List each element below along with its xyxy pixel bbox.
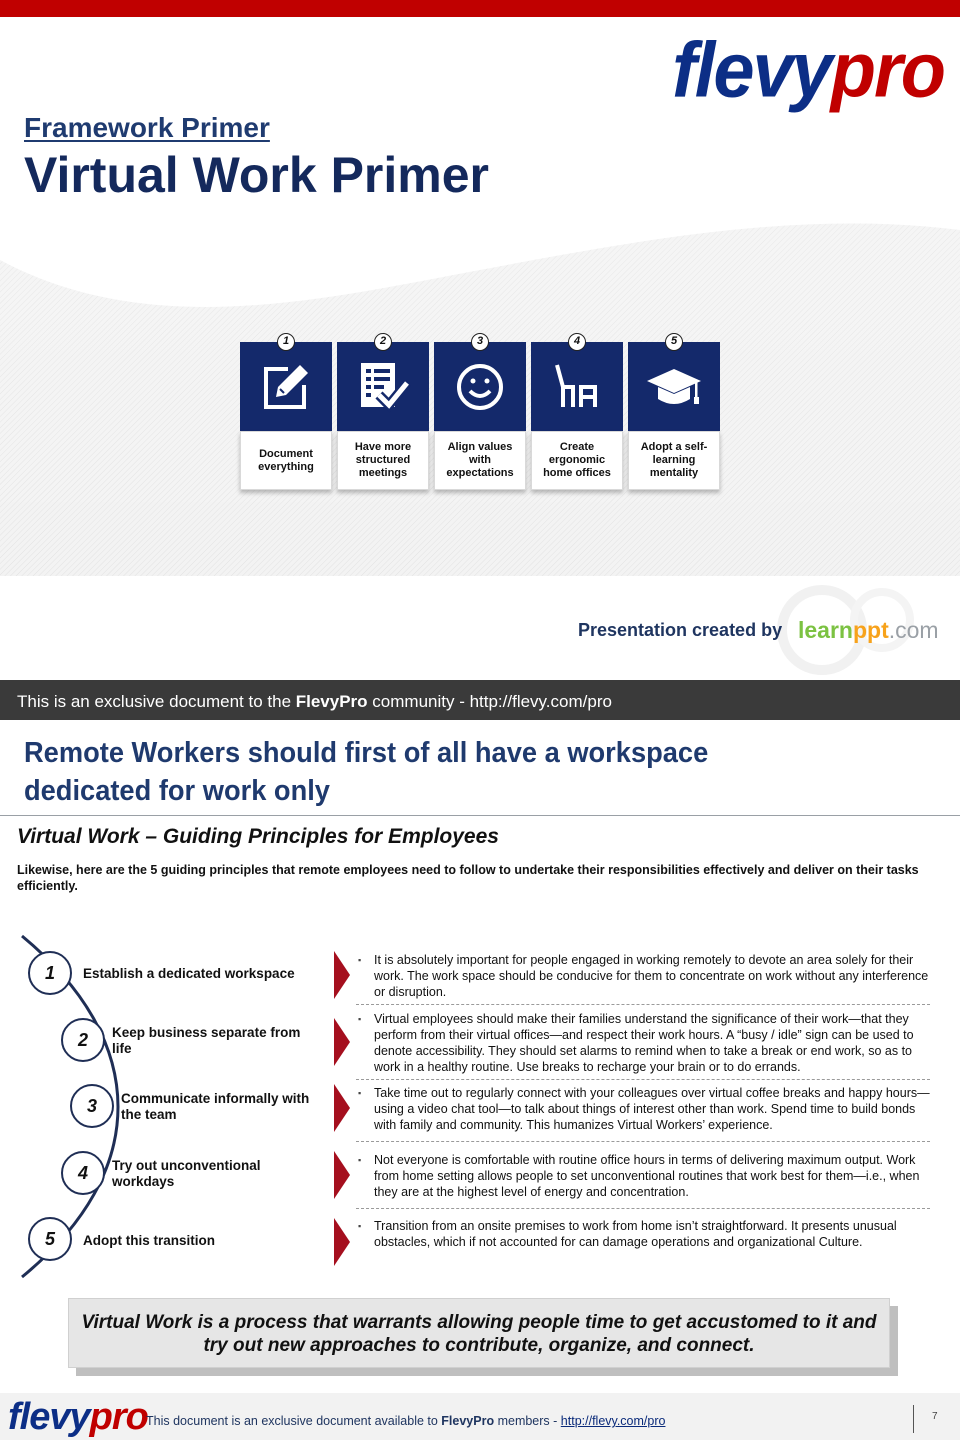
content-slide (0, 720, 960, 1440)
step-label-2: Keep business separate from life (112, 1025, 301, 1056)
exclusive-prefix: This is an exclusive document to the (17, 692, 296, 711)
description-text: It is absolutely important for people engaged in working remotely to devote an area solely for their work. The work space should be conducive for them to concentrate on work without any interference or disruption. (374, 953, 929, 999)
principles-timeline (0, 932, 340, 1282)
step-number-1: 1 (28, 951, 72, 995)
description-text: Not everyone is comfortable with routine office hours in terms of delivering maximum output. Work from home setting allows people to set unconventional routines that work best for them—i.e., when they are at the highest level of energy and concentration. (374, 1153, 920, 1199)
page-number: 7 (932, 1411, 938, 1422)
step-number-2: 2 (61, 1018, 105, 1062)
divider (356, 1004, 930, 1005)
card-3 (434, 333, 526, 493)
smiley-icon (434, 342, 526, 431)
footer-logo-flevy: flevy (8, 1396, 90, 1438)
arrow-marker-1 (334, 951, 352, 999)
callout-box: Virtual Work is a process that warrants allowing people time to get accustomed to it and try out new approaches to contribute, organize, and connect. (68, 1298, 890, 1368)
footer-link[interactable]: http://flevy.com/pro (560, 1414, 666, 1428)
learnppt-com: .com (888, 617, 939, 643)
learnppt-ppt: ppt (852, 617, 889, 643)
flevypro-logo (672, 25, 944, 114)
exclusive-suffix: community - http://flevy.com/pro (367, 692, 612, 711)
description-text: Take time out to regularly connect with your colleagues over virtual coffee breaks and happy hours—using a video chat tool—to talk about things of interest other than work. Spend time to build bonds with family and community. This humanizes Virtual Workers’ experience. (374, 1086, 930, 1132)
description-text: Virtual employees should make their families understand the significance of their work—that they perform from their virtual offices—and respect their work hours. A “busy / idle” sign can be used to denote accessibility. They should set alarms to remind when to take a break or end work, so as to work in a healthy routine. Use breaks to recharge your brain or to do errands. (374, 1012, 914, 1074)
footer-brand: FlevyPro (441, 1414, 495, 1428)
arrow-marker-3 (334, 1084, 352, 1132)
principle-cards (240, 333, 722, 493)
description-5 (356, 1218, 930, 1250)
card-number: 5 (665, 333, 683, 351)
chair-desk-icon (531, 342, 623, 431)
card-5 (628, 333, 720, 493)
checklist-icon (337, 342, 429, 431)
divider (356, 1208, 930, 1209)
learnppt-logo (798, 617, 939, 644)
card-4 (531, 333, 623, 493)
cover-title: Virtual Work Primer (24, 147, 489, 203)
footer-logo-pro: pro (89, 1396, 148, 1438)
footer-divider (913, 1405, 914, 1433)
card-label: Document everything (240, 431, 332, 490)
bullet-marker: ▪ (358, 1014, 362, 1024)
graduation-cap-icon (628, 342, 720, 431)
step-label-4: Try out unconventional workdays (112, 1158, 261, 1189)
card-label: Have more structured meetings (337, 431, 429, 490)
footer-prefix: This document is an exclusive document available to (146, 1414, 442, 1428)
edit-icon (240, 342, 332, 431)
step-number-3: 3 (70, 1084, 114, 1128)
bullet-marker: ▪ (358, 1155, 362, 1165)
arrow-marker-4 (334, 1151, 352, 1199)
card-number: 4 (568, 333, 586, 351)
bullet-marker: ▪ (358, 1221, 362, 1231)
exclusive-banner (0, 680, 960, 720)
description-1 (356, 952, 930, 1000)
logo-pro-text: pro (830, 25, 944, 114)
divider (356, 1141, 930, 1142)
card-label: Create ergonomic home offices (531, 431, 623, 490)
arrow-marker-2 (334, 1018, 352, 1066)
step-label-3: Communicate informally with the team (121, 1091, 310, 1122)
footer-flevypro-logo (8, 1397, 148, 1437)
card-number: 1 (277, 333, 295, 351)
card-1 (240, 333, 332, 493)
logo-flevy-text: flevy (672, 25, 831, 114)
card-label: Adopt a self-learning mentality (628, 431, 720, 490)
exclusive-brand: FlevyPro (295, 692, 368, 711)
bullet-marker: ▪ (358, 955, 362, 965)
step-number-4: 4 (61, 1151, 105, 1195)
description-text: Transition from an onsite premises to work from home isn’t straightforward. It presents unusual obstacles, which if not accounted for can damage operations and organizational Culture. (374, 1219, 897, 1249)
description-4 (356, 1152, 930, 1200)
framework-primer-label: Framework Primer (24, 112, 270, 143)
card-number: 2 (374, 333, 392, 351)
step-label-5: Adopt this transition (83, 1233, 215, 1248)
step-number-5: 5 (28, 1217, 72, 1261)
divider (356, 1079, 930, 1080)
slide-title: Remote Workers should first of all have a workspace dedicated for work only (24, 737, 709, 807)
footer-text (146, 1414, 665, 1428)
description-3 (356, 1085, 930, 1133)
bullet-marker: ▪ (358, 1088, 362, 1098)
card-2 (337, 333, 429, 493)
step-label-1: Establish a dedicated workspace (83, 966, 295, 981)
footer-mid: members - (494, 1414, 561, 1428)
created-by-text: Presentation created by (578, 620, 783, 640)
slide-footer (0, 1393, 960, 1440)
title-divider (0, 815, 960, 816)
slide-subtitle: Virtual Work – Guiding Principles for Employees (17, 825, 499, 848)
card-label: Align values with expectations (434, 431, 526, 490)
learnppt-learn: learn (798, 617, 853, 643)
intro-text: Likewise, here are the 5 guiding principles that remote employees need to follow to undertake their responsibilities effectively and deliver on their tasks efficiently. (17, 863, 919, 893)
top-red-bar (0, 0, 960, 17)
description-2 (356, 1011, 930, 1075)
arrow-marker-5 (334, 1218, 352, 1266)
card-number: 3 (471, 333, 489, 351)
